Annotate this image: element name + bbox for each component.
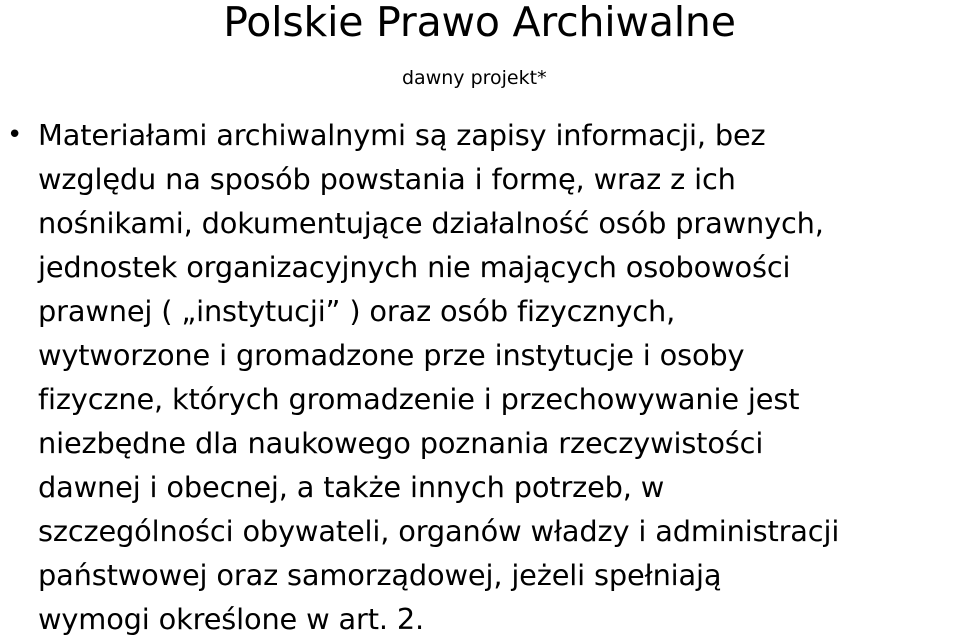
slide-title: Polskie Prawo Archiwalne (223, 0, 736, 46)
slide-subtitle: dawny projekt* (402, 67, 547, 89)
bullet-icon: • (7, 120, 23, 150)
paragraph-line: Materiałami archiwalnymi są zapisy informacji, bez (38, 118, 766, 152)
paragraph-line: fizyczne, których gromadzenie i przechowywanie jest (38, 382, 800, 416)
paragraph-line: szczególności obywateli, organów władzy i administracji (38, 514, 840, 548)
paragraph-line: niezbędne dla naukowego poznania rzeczywistości (38, 426, 764, 460)
paragraph-line: wymogi określone w art. 2. (38, 602, 425, 636)
paragraph-line: państwowej oraz samorządowej, jeżeli spełniają (38, 558, 722, 592)
paragraph-line: dawnej i obecnej, a także innych potrzeb, w (38, 470, 665, 504)
paragraph-line: nośnikami, dokumentujące działalność osób prawnych, (38, 206, 824, 240)
paragraph-line: prawnej ( „instytucji” ) oraz osób fizycznych, (38, 294, 676, 328)
paragraph-line: względu na sposób powstania i formę, wraz z ich (38, 162, 736, 196)
paragraph-line: wytworzone i gromadzone prze instytucje i osoby (38, 338, 745, 372)
bullet-paragraph (38, 113, 953, 641)
paragraph-line: jednostek organizacyjnych nie mających osobowości (38, 250, 791, 284)
